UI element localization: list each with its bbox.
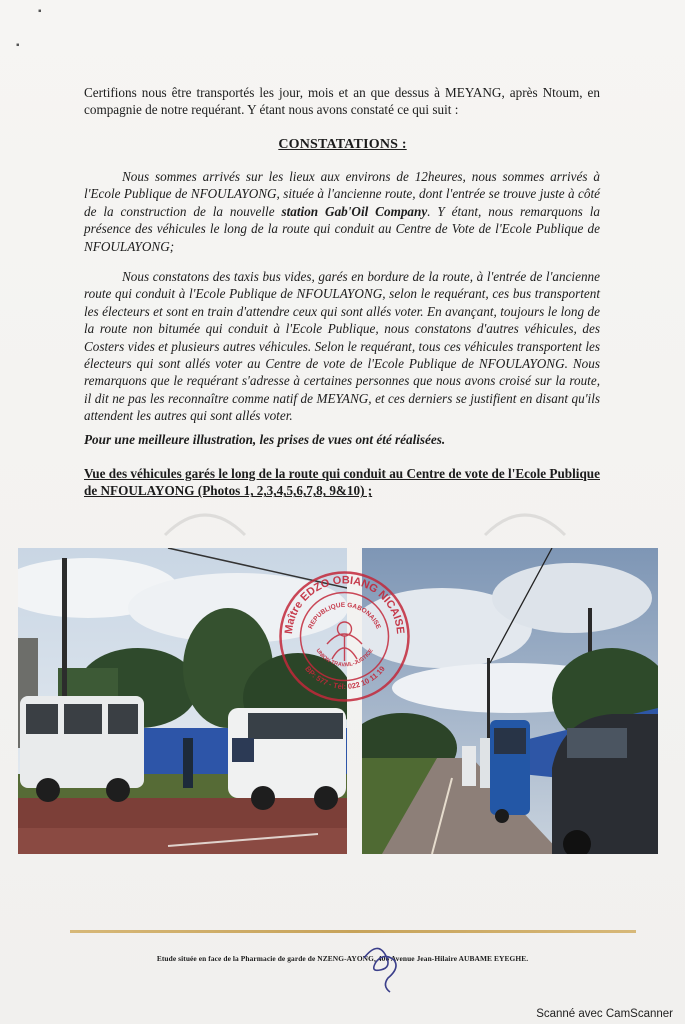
stamp-name: Maître EDZO OBIANG NICAISE xyxy=(282,574,407,635)
intro-paragraph: Certifions nous être transportés les jour, mois et an que dessus à MEYANG, après Ntoum, en compagnie de notre requérant. Y étant nous avons constaté ce qui suit : xyxy=(84,85,600,118)
watermark-ornament xyxy=(480,500,570,540)
stamp-republic: REPUBLIQUE GABONAISE xyxy=(307,601,382,631)
watermark-ornament xyxy=(160,500,250,540)
stamp-emblem xyxy=(327,622,362,661)
footer-rule xyxy=(70,930,636,933)
paragraph-illustration: Pour une meilleure illustration, les prises de vues ont été réalisées. xyxy=(84,432,446,447)
paragraph-observations: Nous constatons des taxis bus vides, garés en bordure de la route, à l'entrée de l'ancienne route qui conduit à l'Ecole Publique de NFOULAYONG, selon le requérant, ces bus transportent les électeurs et sont en train d'attendre ceux qui sont allés voter. En avançant, toujours le long de la route non bitumée qui conduit à l'Ecole Publique, nous constatons d'autres véhicules, des Costers vides et plusieurs autres véhicules. Selon le requérant, tous ces véhicules transportent les électeurs qui sont allés voter au Centre de vote de l'Ecole Publique de NFOULAYONG. Nous remarquons que le requérant s'adresse à certaines personnes que nous avons croisé sur la route, il dit ne pas les reconnaître comme natif de MEYANG, et ces derniers se justifient en disant qu'ils attendent les autres qui sont allés voter. xyxy=(84,269,600,424)
svg-text:REPUBLIQUE GABONAISE xyxy=(307,602,382,631)
handwritten-signature xyxy=(358,938,408,994)
official-stamp xyxy=(277,569,412,704)
camscanner-label: Scanné avec CamScanner xyxy=(536,1008,673,1020)
scan-speck: ▪ xyxy=(38,6,42,17)
stamp-motto: UNION-TRAVAIL-JUSTICE xyxy=(314,647,375,669)
section-heading: CONSTATATIONS : xyxy=(278,137,407,152)
footer-address: Etude située en face de la Pharmacie de garde de NZENG-AYONG, 406 Avenue Jean-Hilaire AUBAME EYEGHE. xyxy=(156,954,529,963)
photos-caption: Vue des véhicules garés le long de la route qui conduit au Centre de vote de l'Ecole Publique de NFOULAYONG (Photos 1, 2,3,4,5,6,7,8, 9&10) ; xyxy=(84,466,600,499)
paragraph-arrival xyxy=(84,168,600,255)
paragraph-arrival-text-2: . Y étant, nous remarquons la présence des véhicules le long de la route qui conduit au Centre de Vote de l'Ecole Publique de NFOULAYONG; xyxy=(84,203,600,254)
stamp-contact: BP: 577 - Tél: 022 10 11 19 xyxy=(303,664,387,691)
scan-speck: ▪ xyxy=(16,40,20,51)
station-name: station Gab'Oil Company xyxy=(281,203,428,219)
paragraph-arrival-text-1: Nous sommes arrivés sur les lieux aux environs de 12heures, nous sommes arrivés à l'Ecole Publique de NFOULAYONG, située à l'ancienne route, dont l'entrée se trouve juste à côté de la construction de la nouvelle xyxy=(84,169,600,219)
